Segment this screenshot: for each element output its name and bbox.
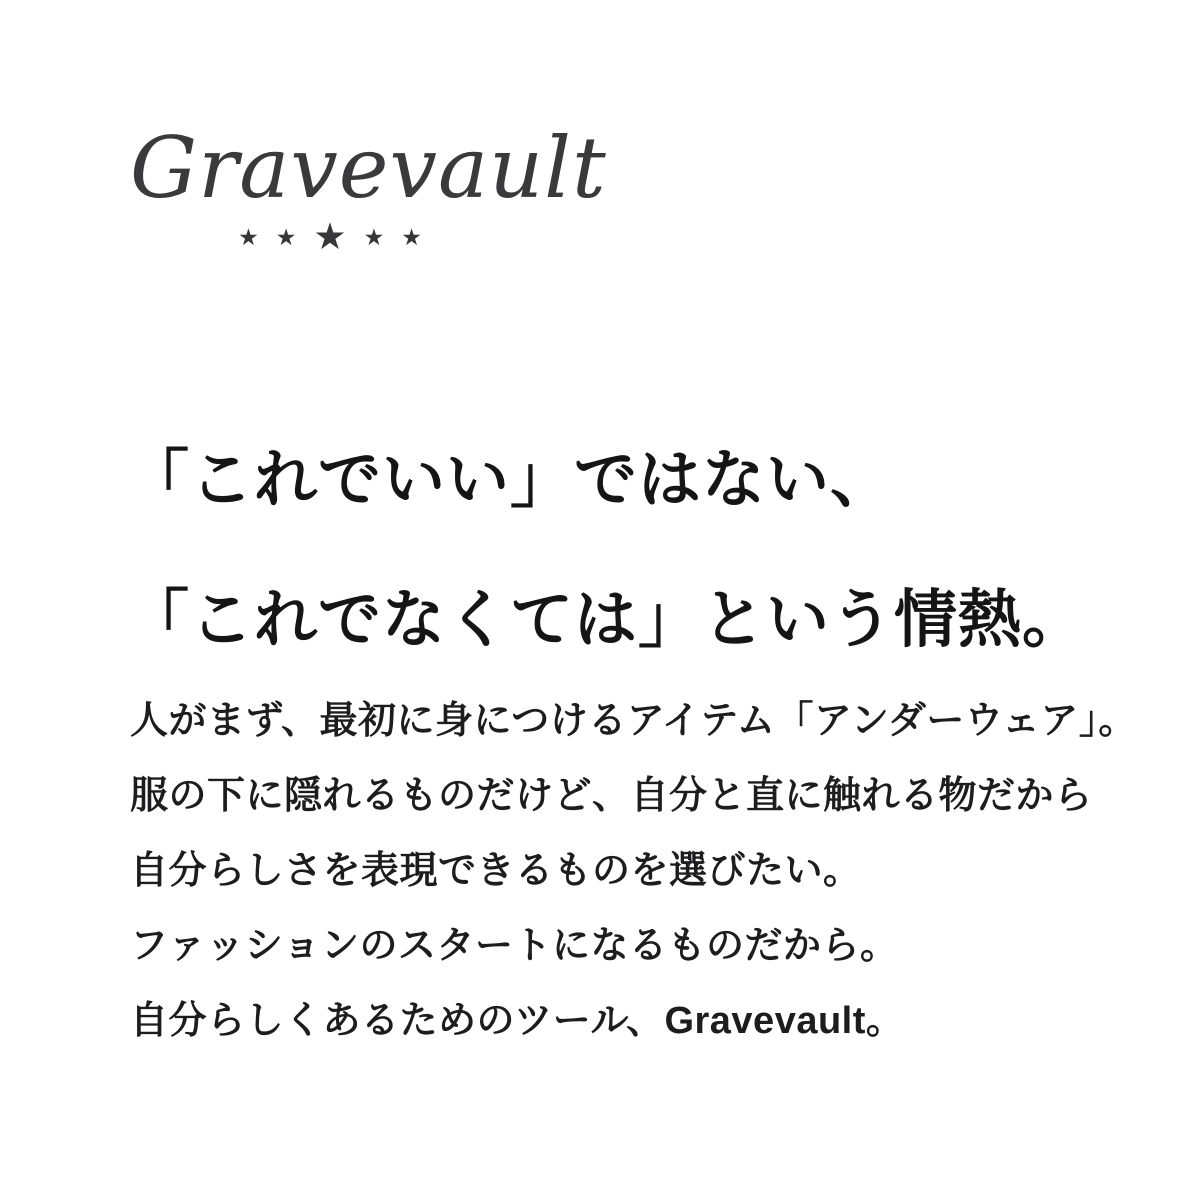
- logo-wordmark: Gravevault: [130, 119, 607, 217]
- headline-line-2: 「これでなくては」という情熱。: [126, 585, 1086, 656]
- body-line-1: 人がまず、最初に身につけるアイテム「アンダーウェア」。: [130, 700, 1137, 742]
- brand-logo: [130, 118, 607, 257]
- star-icon-large: ★: [313, 216, 347, 257]
- body-paragraph: [130, 684, 1137, 1059]
- star-icon: ★: [363, 224, 385, 250]
- star-row: [130, 216, 530, 257]
- page-title: [126, 410, 1086, 690]
- star-icon: ★: [238, 224, 259, 250]
- star-icon: ★: [275, 224, 297, 250]
- body-line-4: ファッションのスタートになるものだから。: [130, 925, 899, 967]
- body-line-2: 服の下に隠れるものだけど、自分と直に触れる物だから: [130, 775, 1093, 817]
- body-line-5: 自分らしくあるためのツール、Gravevault。: [130, 1000, 905, 1042]
- star-icon: ★: [401, 224, 422, 250]
- body-line-3: 自分らしさを表現できるものを選びたい。: [130, 850, 862, 892]
- headline-line-1: 「これでいい」ではない、: [126, 445, 894, 516]
